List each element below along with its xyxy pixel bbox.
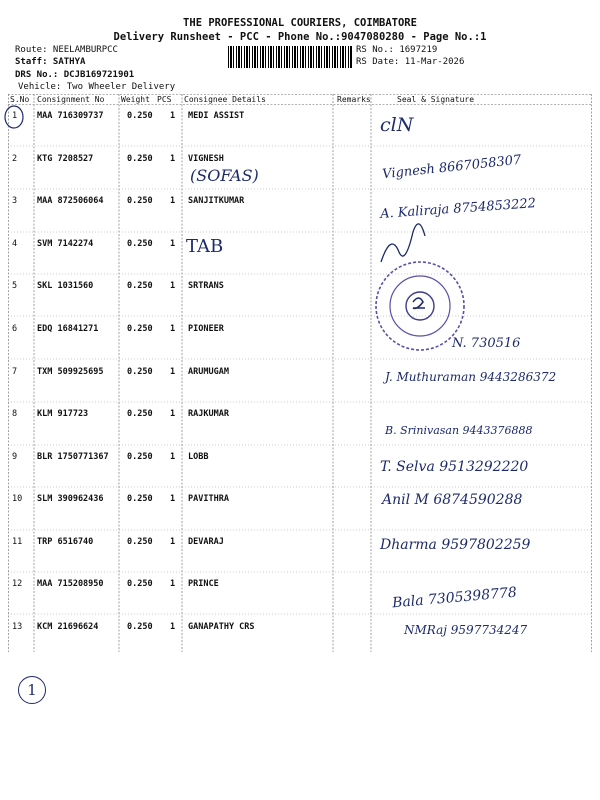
row-consignee: DEVARAJ — [188, 537, 224, 547]
row-signature: Anil M 6874590288 — [382, 492, 523, 508]
company-seal-stamp — [372, 258, 470, 354]
row-consignee: GANAPATHY CRS — [188, 622, 255, 632]
row-weight: 0.250 — [127, 622, 153, 632]
row-pcs: 1 — [170, 324, 176, 334]
route-label: Route: NEELAMBURPCC — [15, 45, 118, 55]
row-consignment: EDQ 16841271 — [37, 324, 99, 334]
row-pcs: 1 — [170, 409, 176, 419]
col-weight: Weight — [121, 95, 150, 104]
company-title: THE PROFESSIONAL COURIERS, COIMBATORE — [183, 17, 417, 29]
row-signature: T. Selva 9513292220 — [380, 459, 529, 475]
row-consignee: PAVITHRA — [188, 494, 229, 504]
row-consignment: MAA 715208950 — [37, 579, 104, 589]
row-consignment: BLR 1750771367 — [37, 452, 109, 462]
runsheet-subtitle: Delivery Runsheet - PCC - Phone No.:9047080280 - Page No.:1 — [113, 31, 487, 43]
row-handwritten-note: (SOFAS) — [190, 166, 259, 185]
row-consignment: TXM 509925695 — [37, 367, 104, 377]
row-consignee: LOBB — [188, 452, 209, 462]
row-sno: 6 — [12, 324, 18, 334]
row-sno: 5 — [12, 281, 18, 291]
row-pcs: 1 — [170, 494, 176, 504]
row-sno: 4 — [12, 239, 18, 249]
row-consignee: RAJKUMAR — [188, 409, 229, 419]
row-handwritten-note: TAB — [186, 236, 224, 257]
row-consignment: TRP 6516740 — [37, 537, 94, 547]
row-signature: A. Kaliraja 8754853222 — [379, 196, 537, 222]
row-weight: 0.250 — [127, 537, 153, 547]
col-pcs: PCS — [157, 95, 172, 104]
row-consignee: PRINCE — [188, 579, 219, 589]
col-remarks: Remarks — [337, 95, 371, 104]
row-weight: 0.250 — [127, 111, 153, 121]
rs-date: RS Date: 11-Mar-2026 — [356, 57, 465, 67]
col-consignment: Consignment No — [37, 95, 105, 104]
row-signature: N. 730516 — [452, 336, 521, 351]
row-sno: 7 — [12, 367, 18, 377]
row-pcs: 1 — [170, 239, 176, 249]
row-sno: 12 — [12, 579, 23, 589]
row-consignee: MEDI ASSIST — [188, 111, 245, 121]
row-pcs: 1 — [170, 111, 176, 121]
row-signature: clN — [380, 114, 414, 136]
row-circle-mark — [3, 104, 25, 130]
page-mark: 1 — [27, 681, 37, 699]
row-consignee: SRTRANS — [188, 281, 224, 291]
col-sno: S.No — [10, 95, 30, 104]
row-weight: 0.250 — [127, 409, 153, 419]
row-pcs: 1 — [170, 452, 176, 462]
row-pcs: 1 — [170, 579, 176, 589]
row-consignee: VIGNESH — [188, 154, 224, 164]
row-sno: 3 — [12, 196, 18, 206]
row-consignment: MAA 716309737 — [37, 111, 104, 121]
row-consignee: PIONEER — [188, 324, 224, 334]
row-consignment: SVM 7142274 — [37, 239, 94, 249]
row-consignee: ARUMUGAM — [188, 367, 229, 377]
drs-label: DRS No.: DCJB169721901 — [15, 70, 135, 80]
row-sno: 1 — [12, 111, 18, 121]
row-signature: B. Srinivasan 9443376888 — [385, 424, 533, 437]
row-pcs: 1 — [170, 537, 176, 547]
row-consignment: KTG 7208527 — [37, 154, 94, 164]
row-weight: 0.250 — [127, 367, 153, 377]
row-weight: 0.250 — [127, 196, 153, 206]
row-consignment: KLM 917723 — [37, 409, 89, 419]
row-sno: 8 — [12, 409, 18, 419]
row-signature: Dharma 9597802259 — [380, 537, 531, 553]
row-pcs: 1 — [170, 622, 176, 632]
row-weight: 0.250 — [127, 494, 153, 504]
col-seal-signature: Seal & Signature — [397, 95, 475, 104]
row-consignee: SANJITKUMAR — [188, 196, 245, 206]
row-sno: 13 — [12, 622, 23, 632]
row-pcs: 1 — [170, 196, 176, 206]
row-consignment: KCM 21696624 — [37, 622, 99, 632]
row-weight: 0.250 — [127, 281, 153, 291]
barcode — [228, 46, 352, 68]
col-consignee: Consignee Details — [184, 95, 266, 104]
row-weight: 0.250 — [127, 324, 153, 334]
row-signature: Vignesh 8667058307 — [381, 152, 522, 183]
row-consignment: SLM 390962436 — [37, 494, 104, 504]
vehicle-label: Vehicle: Two Wheeler Delivery — [18, 82, 176, 92]
row-pcs: 1 — [170, 154, 176, 164]
rs-number: RS No.: 1697219 — [356, 45, 438, 55]
row-weight: 0.250 — [127, 154, 153, 164]
row-signature: J. Muthuraman 9443286372 — [385, 370, 557, 384]
row-sno: 9 — [12, 452, 18, 462]
row-pcs: 1 — [170, 367, 176, 377]
row-sno: 11 — [12, 537, 23, 547]
signature-scribble — [375, 212, 435, 272]
page-mark-circle — [18, 676, 46, 704]
row-consignment: SKL 1031560 — [37, 281, 94, 291]
row-sno: 10 — [12, 494, 23, 504]
row-pcs: 1 — [170, 281, 176, 291]
row-signature: NMRaj 9597734247 — [404, 623, 528, 637]
row-weight: 0.250 — [127, 452, 153, 462]
row-sno: 2 — [12, 154, 18, 164]
staff-label: Staff: SATHYA — [15, 57, 86, 67]
row-consignment: MAA 872506064 — [37, 196, 104, 206]
row-weight: 0.250 — [127, 239, 153, 249]
row-signature: Bala 7305398778 — [391, 584, 518, 612]
row-weight: 0.250 — [127, 579, 153, 589]
